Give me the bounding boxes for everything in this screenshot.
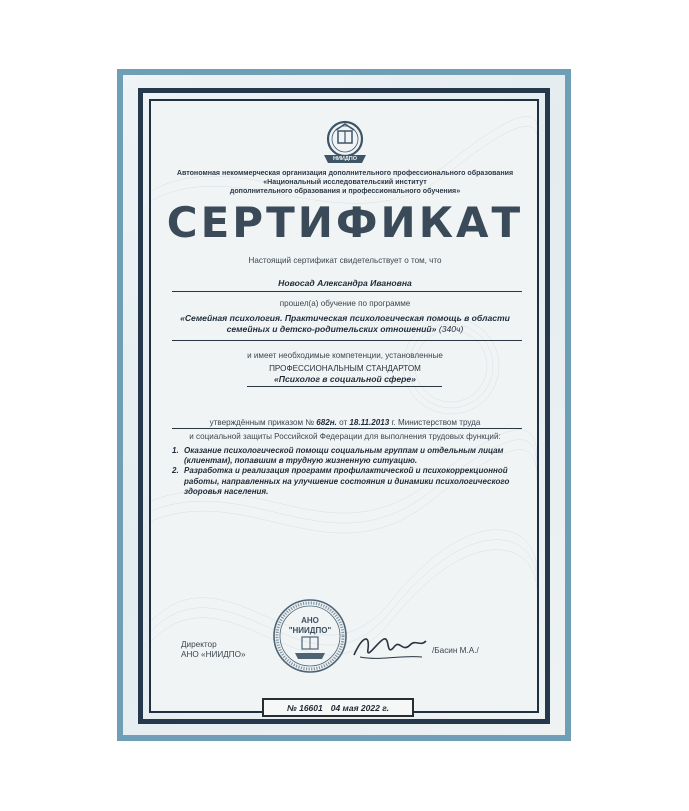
registration-box xyxy=(262,698,414,717)
function-text: Оказание психологической помощи социальным группам и отдельным лицам (клиентам), попавшим в трудную жизненную ситуацию. xyxy=(184,446,504,466)
order-prefix: утверждённым приказом № xyxy=(209,418,314,427)
order-date: 18.11.2013 xyxy=(349,418,390,427)
logo-label: НИИДПО xyxy=(332,156,358,162)
program-name xyxy=(150,313,540,335)
function-number: 2. xyxy=(172,466,179,476)
official-stamp xyxy=(265,597,355,675)
program-line1: «Семейная психология. Практическая психологическая помощь в области xyxy=(180,313,510,323)
order-line1 xyxy=(150,418,540,427)
standard-underline xyxy=(247,386,442,387)
competencies-text: и имеет необходимые компетенции, установленные xyxy=(247,351,443,360)
standard-label: ПРОФЕССИОНАЛЬНЫМ СТАНДАРТОМ xyxy=(269,364,421,373)
role-line2: АНО «НИИДПО» xyxy=(181,650,246,659)
organization-line2: «Национальный исследовательский институт xyxy=(263,178,427,186)
functions-list xyxy=(172,446,522,497)
order-from: от xyxy=(339,418,348,427)
program-line2: семейных и детско-родительских отношений» xyxy=(226,324,437,334)
stamp-line1: АНО xyxy=(301,616,319,625)
registration-date: 04 мая 2022 г. xyxy=(330,702,389,713)
function-item xyxy=(172,466,522,497)
program-intro: прошел(а) обучение по программе xyxy=(279,299,411,308)
function-number: 1. xyxy=(172,446,179,455)
organization-name xyxy=(170,169,520,196)
recipient-underline xyxy=(172,291,522,292)
order-line2: и социальной защиты Российской Федерации для выполнения трудовых функций: xyxy=(189,432,501,441)
program-underline xyxy=(172,340,522,341)
organization-line1: Автономная некоммерческая организация дополнительного профессионального образования xyxy=(176,169,514,177)
signatory-role xyxy=(181,640,246,660)
standard-name: «Психолог в социальной сфере» xyxy=(274,374,416,384)
recipient-name: Новосад Александра Ивановна xyxy=(278,278,412,288)
signer-name: /Басин М.А./ xyxy=(432,646,479,655)
function-text: Разработка и реализация программ профилактической и психокоррекционной работы, направленных на улучшение состояния и динамики психологического здоровья населения. xyxy=(184,466,510,496)
function-item xyxy=(172,446,522,466)
program-hours: (340ч) xyxy=(438,324,464,334)
order-underline xyxy=(172,428,522,429)
intro-text: Настоящий сертификат свидетельствует о том, что xyxy=(248,256,442,265)
order-suffix: г. Министерством труда xyxy=(391,418,481,427)
registration-number: № 16601 xyxy=(286,702,323,713)
director-signature xyxy=(350,627,430,667)
order-number: 682н. xyxy=(316,418,337,427)
certificate-title: СЕРТИФИКАТ xyxy=(166,198,524,247)
role-line1: Директор xyxy=(181,640,217,649)
stamp-line2: "НИИДПО" xyxy=(288,626,332,635)
organization-line3: дополнительного образования и профессионального обучения» xyxy=(229,187,461,195)
